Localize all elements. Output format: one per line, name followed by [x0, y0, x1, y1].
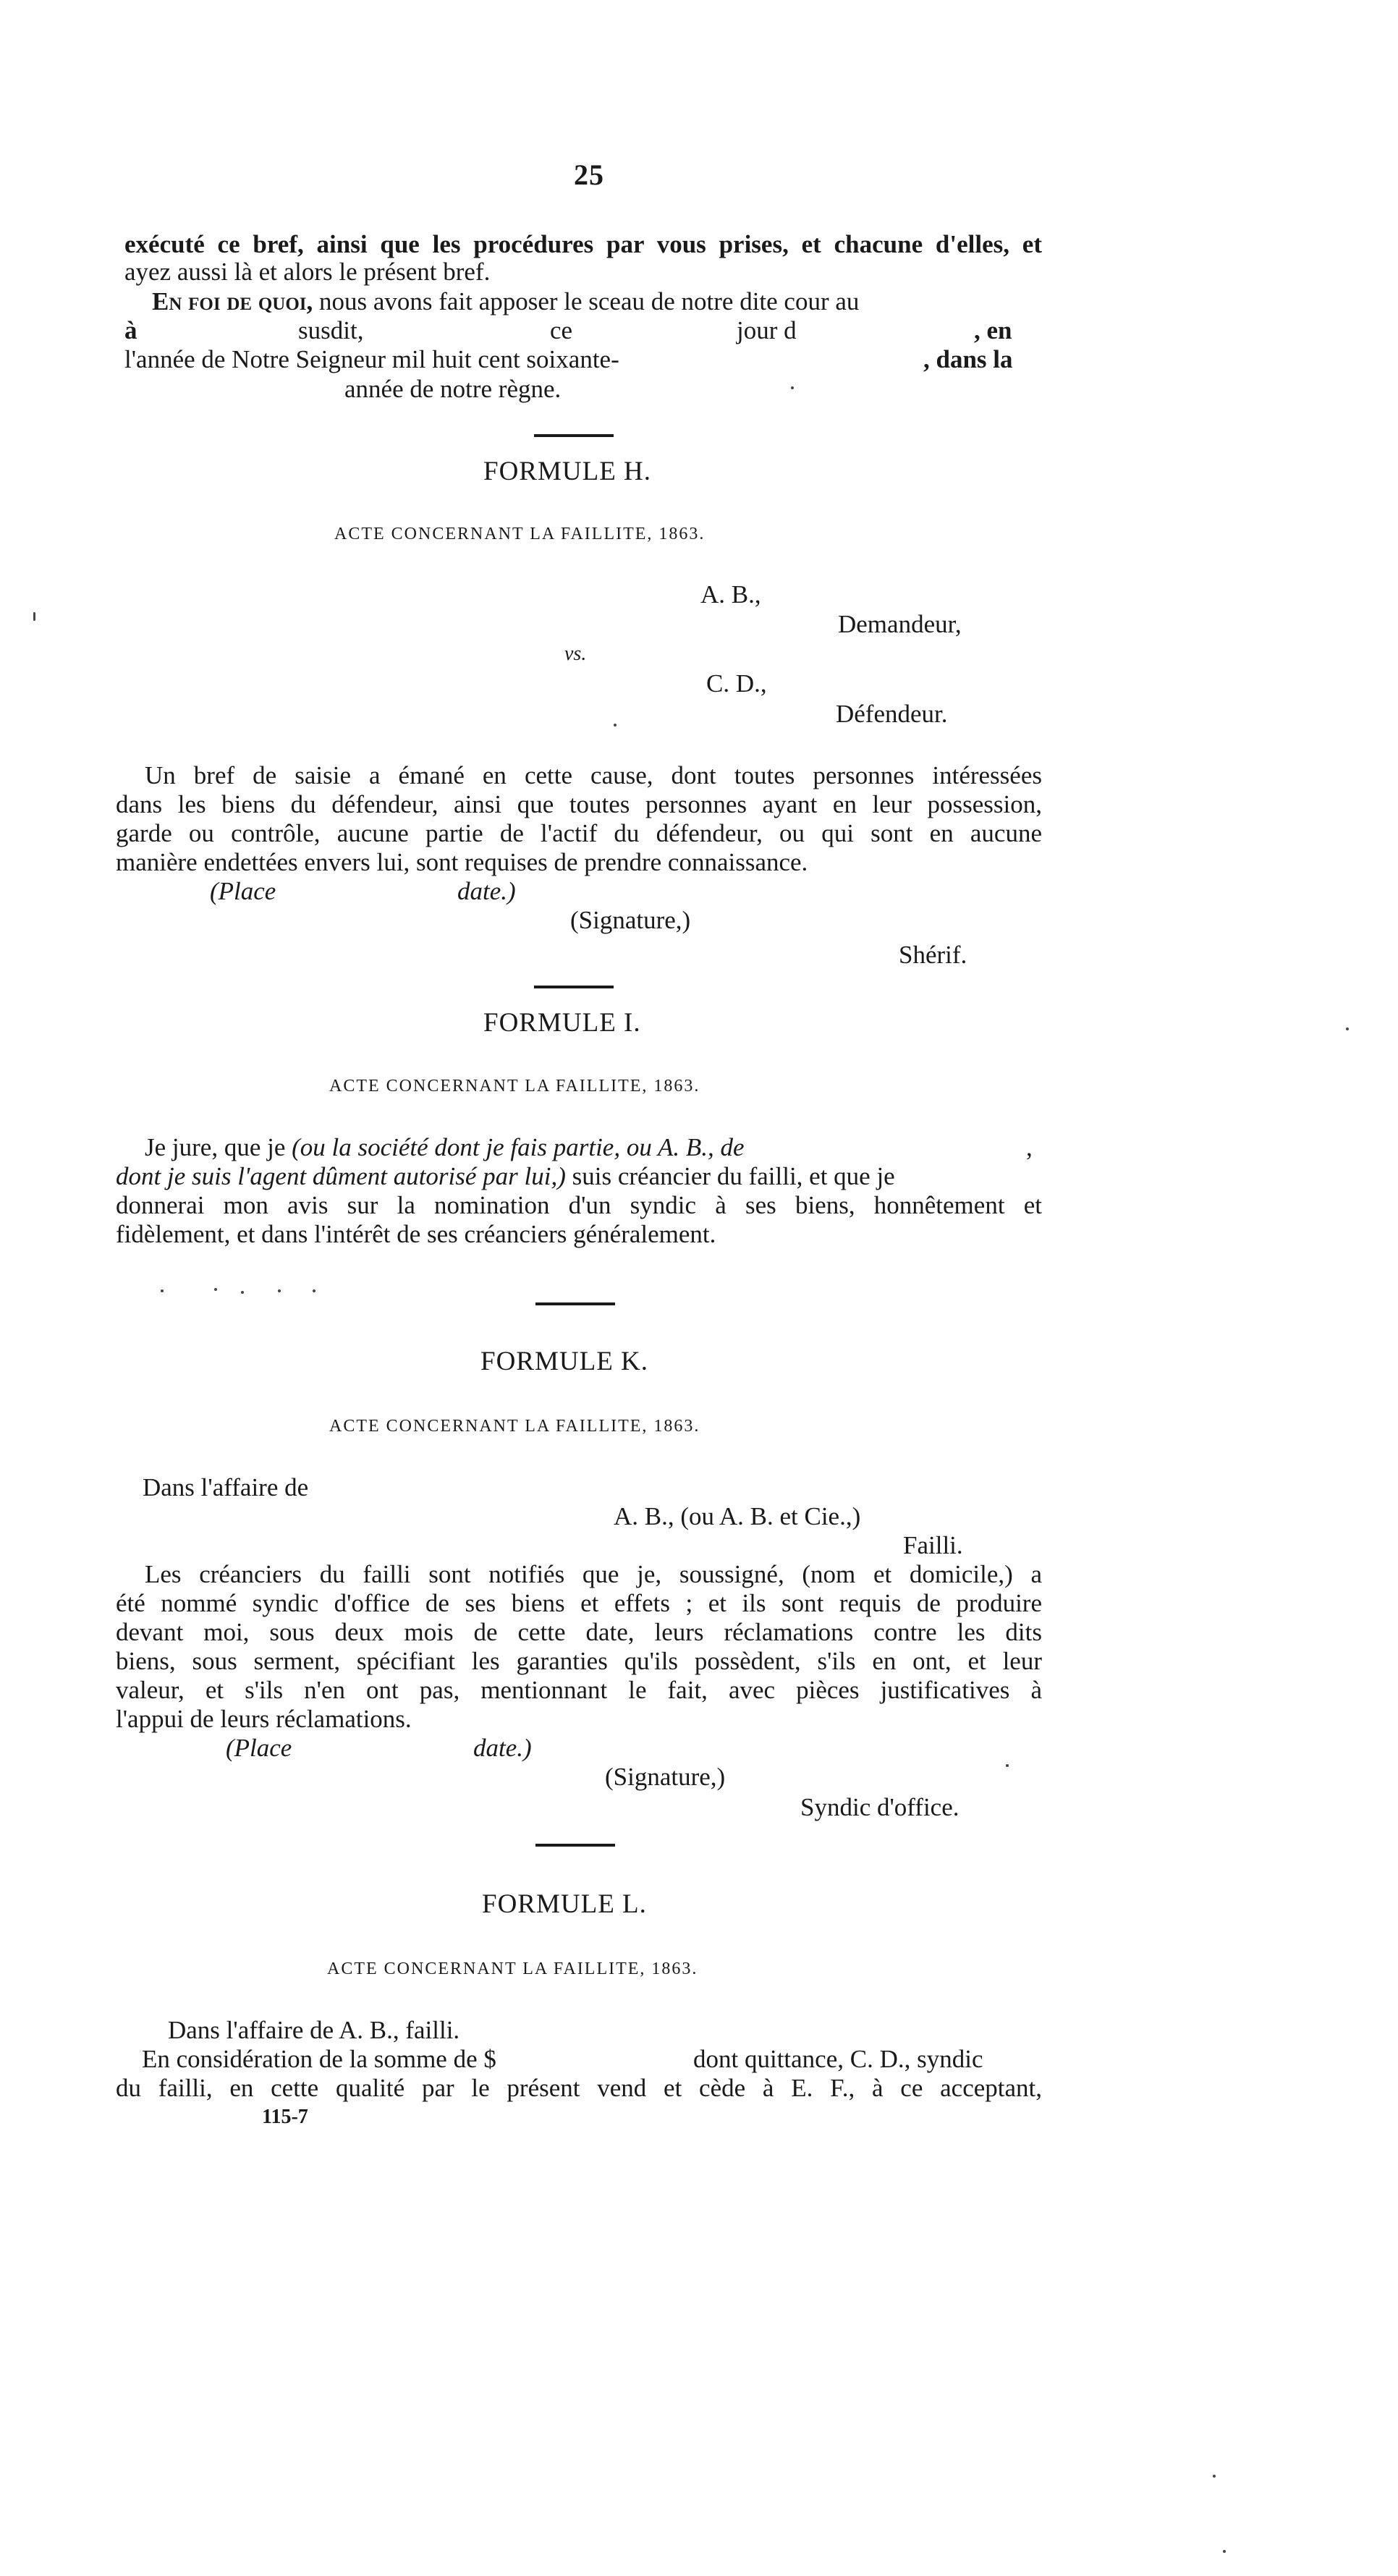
top-line-4-e: , en	[974, 316, 1012, 344]
formule-i-line-2	[116, 1162, 1042, 1191]
top-line-3-rest: nous avons fait apposer le sceau de notre dite cour au	[313, 287, 860, 315]
print-speck	[214, 1288, 217, 1291]
formule-k-body-6: l'appui de leurs réclamations.	[116, 1705, 412, 1733]
formule-k-body-5: valeur, et s'ils n'en ont pas, mentionnant le fait, avec pièces justificatives à	[116, 1676, 1042, 1704]
top-line-5-b: , dans la	[923, 345, 1013, 373]
print-speck	[1006, 1764, 1009, 1767]
formule-i-line-2-b: suis créancier du failli, et que je	[565, 1162, 895, 1190]
formule-i-comma: ,	[1026, 1133, 1033, 1161]
print-speck	[278, 1289, 281, 1292]
signature-mark: 115-7	[262, 2106, 308, 2128]
top-line-4-c: ce	[550, 316, 573, 344]
divider-i	[534, 986, 614, 988]
divider-h	[534, 434, 614, 437]
print-speck	[161, 1289, 164, 1292]
top-line-4-b: susdit,	[298, 316, 364, 344]
formule-k-body-2: été nommé syndic d'office de ses biens et effets ; et ils sont requis de produire	[116, 1589, 1042, 1617]
demandeur-label: Demandeur,	[838, 610, 962, 638]
top-line-1: exécuté ce bref, ainsi que les procédures par vous prises, et chacune d'elles, et	[124, 230, 1042, 258]
formule-h-title: FORMULE H.	[483, 457, 652, 486]
formule-h-act: ACTE CONCERNANT LA FAILLITE, 1863.	[334, 525, 706, 543]
formule-l-line-3: du failli, en cette qualité par le présent vend et cède à E. F., à ce acceptant,	[116, 2074, 1042, 2102]
top-line-4-d: jour d	[737, 316, 797, 344]
formule-h-place: (Place	[210, 877, 276, 905]
print-speck	[614, 724, 617, 726]
formule-h-signature: (Signature,)	[570, 906, 691, 934]
top-line-4-a: à	[124, 316, 137, 344]
formule-h-body-1: Un bref de saisie a émané en cette cause, dont toutes personnes intéressées	[145, 761, 1042, 789]
party-a: A. B.,	[700, 580, 761, 609]
defendeur-label: Défendeur.	[836, 700, 948, 728]
print-speck	[313, 1289, 315, 1292]
formule-l-line-1: Dans l'affaire de A. B., failli.	[168, 2016, 460, 2044]
formule-k-party	[614, 1502, 860, 1531]
top-line-2: ayez aussi là et alors le présent bref.	[124, 258, 491, 286]
formule-l-act: ACTE CONCERNANT LA FAILLITE, 1863.	[327, 1959, 698, 1978]
formule-i-line-2-a: dont je suis l'agent dûment autorisé par lui,)	[116, 1162, 566, 1190]
versus-label: vs.	[564, 643, 587, 665]
formule-k-title: FORMULE K.	[480, 1347, 649, 1376]
divider-k	[535, 1302, 615, 1305]
formule-h-body-2: dans les biens du défendeur, ainsi que toutes personnes ayant en leur possession,	[116, 790, 1042, 818]
formule-k-party-text: A. B., (ou A. B. et Cie.,)	[614, 1502, 861, 1530]
formule-i-line-1	[145, 1133, 745, 1162]
formule-i-title: FORMULE I.	[483, 1008, 641, 1038]
syndic-label: Syndic d'office.	[800, 1793, 959, 1821]
formule-l-line-2-a: En considération de la somme de $	[142, 2045, 496, 2073]
formule-k-signature: (Signature,)	[605, 1763, 726, 1791]
print-speck	[1346, 1028, 1349, 1030]
top-line-6: année de notre règne.	[344, 375, 562, 403]
top-line-3	[152, 287, 1042, 316]
en-foi-de-quoi: En foi de quoi,	[152, 287, 313, 315]
formule-k-place: (Place	[226, 1734, 292, 1762]
formule-k-body-3: devant moi, sous deux mois de cette date, leurs réclamations contre les dits	[116, 1618, 1042, 1646]
print-speck	[33, 612, 35, 621]
print-speck	[791, 386, 794, 389]
formule-k-act: ACTE CONCERNANT LA FAILLITE, 1863.	[329, 1417, 700, 1436]
formule-h-body-4: manière endettées envers lui, sont requises de prendre connaissance.	[116, 848, 808, 876]
formule-k-body-4: biens, sous serment, spécifiant les garanties qu'ils possèdent, s'ils en ont, et leur	[116, 1647, 1042, 1675]
formule-i-line-3: donnerai mon avis sur la nomination d'un syndic à ses biens, honnêtement et	[116, 1191, 1042, 1219]
print-speck	[241, 1291, 244, 1294]
formule-l-title: FORMULE L.	[482, 1889, 647, 1919]
failli-label: Failli.	[903, 1531, 963, 1559]
formule-h-date: date.)	[457, 877, 516, 905]
formule-l-line-2-b: dont quittance, C. D., syndic	[693, 2045, 983, 2073]
print-speck	[1223, 2550, 1226, 2553]
page-number: 25	[574, 158, 604, 191]
formule-i-line-4: fidèlement, et dans l'intérêt de ses créanciers généralement.	[116, 1220, 716, 1248]
formule-k-body-1: Les créanciers du failli sont notifiés que je, soussigné, (nom et domicile,) a	[145, 1560, 1042, 1588]
party-c: C. D.,	[706, 669, 767, 698]
formule-i-line-1-b: (ou la société dont je fais partie, ou A. B., de	[292, 1133, 745, 1161]
formule-h-body-3: garde ou contrôle, aucune partie de l'actif du défendeur, ou qui sont en aucune	[116, 819, 1042, 847]
formule-i-line-1-a: Je jure, que je	[145, 1133, 292, 1161]
sherif-label: Shérif.	[899, 941, 967, 969]
formule-k-date: date.)	[473, 1734, 532, 1762]
formule-i-act: ACTE CONCERNANT LA FAILLITE, 1863.	[329, 1077, 700, 1096]
top-line-5-a: l'année de Notre Seigneur mil huit cent soixante-	[124, 345, 619, 373]
divider-l	[535, 1844, 615, 1847]
formule-k-affaire: Dans l'affaire de	[143, 1473, 309, 1501]
print-speck	[1213, 2475, 1216, 2478]
